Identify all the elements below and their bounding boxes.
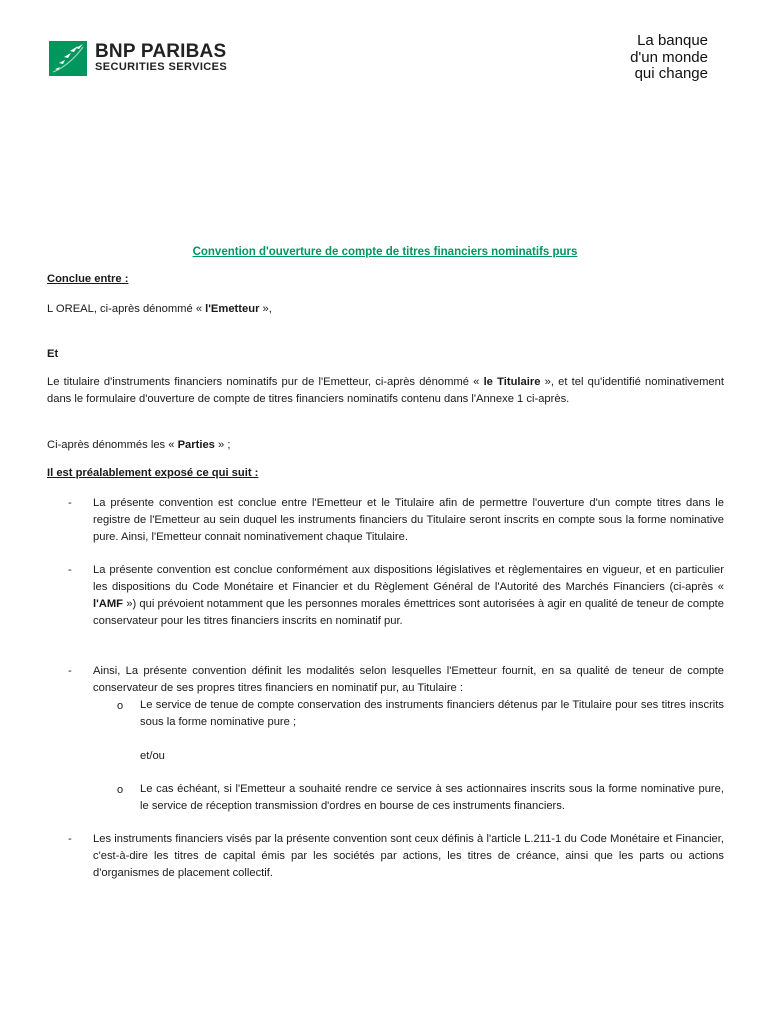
brand-name: BNP PARIBAS	[95, 41, 227, 62]
emetteur-term: l'Emetteur	[205, 303, 260, 315]
expose-label: Il est préalablement exposé ce qui suit :	[47, 467, 259, 479]
conclue-entre-label: Conclue entre :	[47, 273, 129, 285]
et-ou-text: et/ou	[140, 750, 165, 762]
bullet-3-text: Ainsi, La présente convention définit les modalités selon lesquelles l'Emetteur fournit, en sa qualité de teneur de compte conservateur de ses propres titres financiers en nominatif pur, au Titulaire :	[93, 665, 724, 694]
titulaire-paragraph: Le titulaire d'instruments financiers nominatifs pur de l'Emetteur, ci-après dénommé « le Titulaire », et tel qu'identifié nominativement dans le formulaire d'ouverture de compte de titres financiers nominatifs contenu dans l'Annexe 1 ci-après.	[47, 376, 724, 405]
sub-bullet-1-text: Le service de tenue de compte conservation des instruments financiers détenus par le Titulaire pour ses titres inscrits sous la forme nominative pure ;	[140, 699, 724, 728]
parties-term: Parties	[177, 439, 215, 451]
tagline-line: d'un monde	[630, 48, 708, 66]
bullet-2-text: La présente convention est conclue conformément aux dispositions législatives et règlementaires en vigueur, et en particulier les dispositions du Code Monétaire et Financier et du Règlement Général de l'Autorité des Marchés Financiers (ci-après « l'AMF ») qui prévoient notamment que les personnes morales émettrices sont autorisées à agir en qualité de teneur de compte conservateur pour les titres financiers inscrits en nominatif pur.	[93, 564, 724, 627]
tagline-line: qui change	[634, 65, 708, 82]
bullet-dash: -	[68, 497, 72, 509]
bullet-dash: -	[68, 564, 72, 576]
sub-bullet-marker: o	[117, 784, 124, 796]
bullet-1-text: La présente convention est conclue entre l'Emetteur et le Titulaire afin de permettre l'ouverture d'un compte titres dans le registre de l'Emetteur au sein duquel les instruments financiers du Titulaire seront inscrits en compte sous la forme nominative pure. Ainsi, l'Emetteur connait nominativement chaque Titulaire.	[93, 497, 724, 543]
bullet-dash: -	[68, 833, 72, 845]
document-title: Convention d'ouverture de compte de titres financiers nominatifs purs	[192, 246, 578, 258]
sub-bullet-2-text: Le cas échéant, si l'Emetteur a souhaité rendre ce service à ses actionnaires inscrits sous la forme nominative pure, le service de réception transmission d'ordres en bourse de ces instruments financiers.	[140, 783, 724, 812]
bnp-paribas-logo-icon	[49, 41, 87, 76]
et-label: Et	[47, 348, 59, 360]
stars-icon	[49, 41, 87, 76]
amf-term: l'AMF	[93, 598, 124, 610]
bullet-4-text: Les instruments financiers visés par la présente convention sont ceux définis à l'article L.211-1 du Code Monétaire et Financier, c'est-à-dire les titres de capital émis par les sociétés par actions, les titres de créance, ainsi que les parts ou actions d'organismes de placement collectif.	[93, 833, 724, 879]
tagline-line: La banque	[637, 32, 708, 49]
titulaire-term: le Titulaire	[483, 376, 541, 388]
emetteur-line: L OREAL, ci-après dénommé « l'Emetteur »,	[47, 303, 272, 315]
bullet-dash: -	[68, 665, 72, 677]
sub-bullet-marker: o	[117, 700, 124, 712]
tagline	[630, 33, 708, 83]
brand-subtitle: SECURITIES SERVICES	[95, 61, 228, 73]
parties-line: Ci-après dénommés les « Parties » ;	[47, 439, 231, 451]
